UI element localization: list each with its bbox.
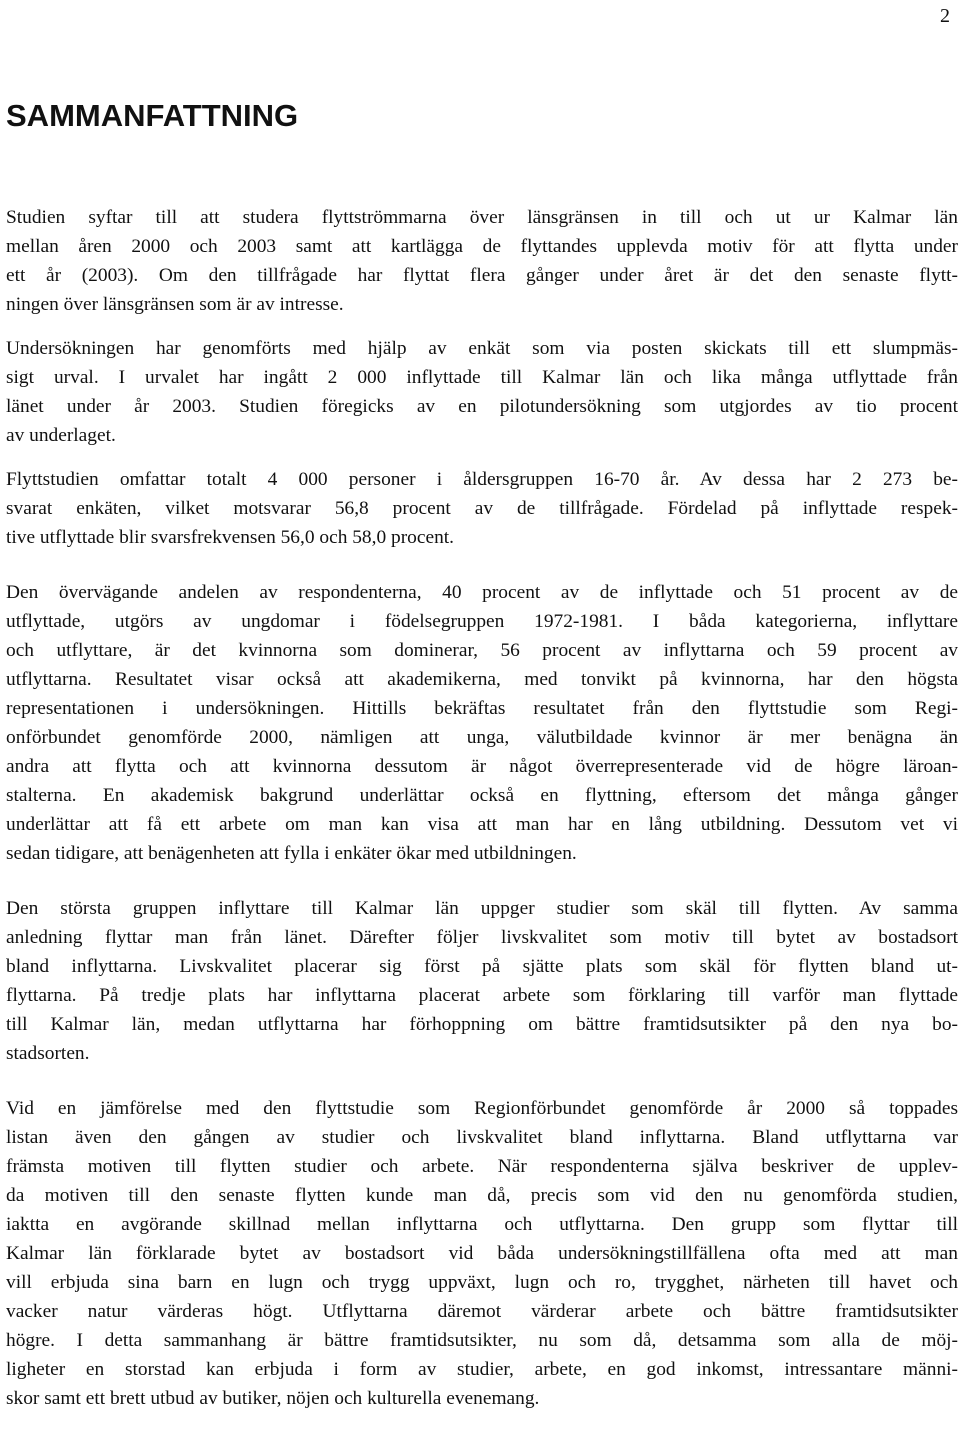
text-line: Vid en jämförelse med den flyttstudie som Regionförbundet genomförde år 2000 så toppades xyxy=(6,1098,958,1119)
text-line: länet under år 2003. Studien föregicks av en pilotundersökning som utgjordes av tio procent xyxy=(6,396,958,417)
paragraph-motives xyxy=(6,894,958,1068)
text-line: sigt urval. I urvalet har ingått 2 000 inflyttade till Kalmar län och lika många utflyttade från xyxy=(6,367,958,388)
text-line: svarat enkäten, vilket motsvarar 56,8 procent av de tillfrågade. Fördelad på inflyttade respek- xyxy=(6,498,958,519)
text-line: Den övervägande andelen av respondenterna, 40 procent av de inflyttade och 51 procent av de xyxy=(6,582,958,603)
text-line: flyttarna. På tredje plats har inflyttarna placerat arbete som förklaring till varför man flyttade xyxy=(6,985,958,1006)
text-line: ningen över länsgränsen som är av intresse. xyxy=(6,294,344,315)
text-line: bland inflyttarna. Livskvalitet placerar sig först på sjätte plats som skäl för flytten bland ut- xyxy=(6,956,958,977)
text-line: Undersökningen har genomförts med hjälp av enkät som via posten skickats till ett slumpmäs- xyxy=(6,338,958,359)
text-line: onförbundet genomförde 2000, nämligen att unga, välutbildade kvinnor är mer benägna än xyxy=(6,727,958,748)
page-number: 2 xyxy=(940,5,950,27)
text-line: iaktta en avgörande skillnad mellan inflyttarna och utflyttarna. Den grupp som flyttar till xyxy=(6,1214,958,1235)
text-line: Flyttstudien omfattar totalt 4 000 personer i åldersgruppen 16-70 år. Av dessa har 2 273 be- xyxy=(6,469,958,490)
text-line: listan även den gången av studier och livskvalitet bland inflyttarna. Bland utflyttarna var xyxy=(6,1127,958,1148)
paragraph-study-aim xyxy=(6,203,958,319)
text-line: vill erbjuda sina barn en lugn och trygg uppväxt, lugn och ro, trygghet, närheten till havet och xyxy=(6,1272,958,1293)
text-line: andra att flytta och att kvinnorna dessutom är något överrepresenterade vid de högre läroan- xyxy=(6,756,958,777)
paragraph-comparison xyxy=(6,1094,958,1413)
text-line: stalterna. En akademisk bakgrund underlättar också en flyttning, eftersom det många gånger xyxy=(6,785,958,806)
text-line: och utflyttare, är det kvinnorna som dominerar, 56 procent av inflyttarna och 59 procent av xyxy=(6,640,958,661)
body-text xyxy=(6,203,958,1413)
text-line: främsta motiven till flytten studier och arbete. När respondenterna själva beskriver de upplev- xyxy=(6,1156,958,1177)
text-line: till Kalmar län, medan utflyttarna har förhoppning om bättre framtidsutsikter på den nya bo- xyxy=(6,1014,958,1035)
text-line: tive utflyttade blir svarsfrekvensen 56,0 och 58,0 procent. xyxy=(6,527,455,548)
text-line: ligheter en storstad kan erbjuda i form av studier, arbete, en god inkomst, intressantare männi- xyxy=(6,1359,958,1380)
text-line: högre. I detta sammanhang är bättre framtidsutsikter, nu som då, detsamma som alla de möj- xyxy=(6,1330,958,1351)
text-line: anledning flyttar man från länet. Därefter följer livskvalitet som motiv till bytet av bostadsort xyxy=(6,927,958,948)
text-line: sedan tidigare, att benägenheten att fylla i enkäter ökar med utbildningen. xyxy=(6,843,577,864)
text-line: stadsorten. xyxy=(6,1043,90,1064)
text-line: Studien syftar till att studera flyttströmmarna över länsgränsen in till och ut ur Kalmar län xyxy=(6,207,958,228)
text-line: da motiven till den senaste flytten kunde man då, precis som vid den nu genomförda studien, xyxy=(6,1185,958,1206)
paragraph-method xyxy=(6,334,958,450)
text-line: underlättar att få ett arbete om man kan visa att man har en lång utbildning. Dessutom vet vi xyxy=(6,814,958,835)
text-line: Den största gruppen inflyttare till Kalmar län uppger studier som skäl till flytten. Av samma xyxy=(6,898,958,919)
text-line: Kalmar län förklarade bytet av bostadsort vid båda undersökningstillfällena ofta med att man xyxy=(6,1243,958,1264)
text-line: ett år (2003). Om den tillfrågade har flyttat flera gånger under året är det den senaste flytt- xyxy=(6,265,958,286)
text-line: av underlaget. xyxy=(6,425,116,446)
text-line: mellan åren 2000 och 2003 samt att kartlägga de flyttandes upplevda motiv för att flytta under xyxy=(6,236,958,257)
text-line: utflyttarna. Resultatet visar också att akademikerna, med tonvikt på kvinnorna, har den högsta xyxy=(6,669,958,690)
text-line: representationen i undersökningen. Hittills bekräftas resultatet från den flyttstudie som Regi- xyxy=(6,698,958,719)
text-line: utflyttade, utgörs av ungdomar i födelsegruppen 1972-1981. I båda kategorierna, inflyttare xyxy=(6,611,958,632)
paragraph-respondents xyxy=(6,578,958,868)
text-line: vacker natur värderas högt. Utflyttarna däremot värderar arbete och bättre framtidsutsikter xyxy=(6,1301,958,1322)
paragraph-response-rate xyxy=(6,465,958,552)
text-line: skor samt ett brett utbud av butiker, nöjen och kulturella evenemang. xyxy=(6,1388,540,1409)
page-title: SAMMANFATTNING xyxy=(6,98,299,133)
